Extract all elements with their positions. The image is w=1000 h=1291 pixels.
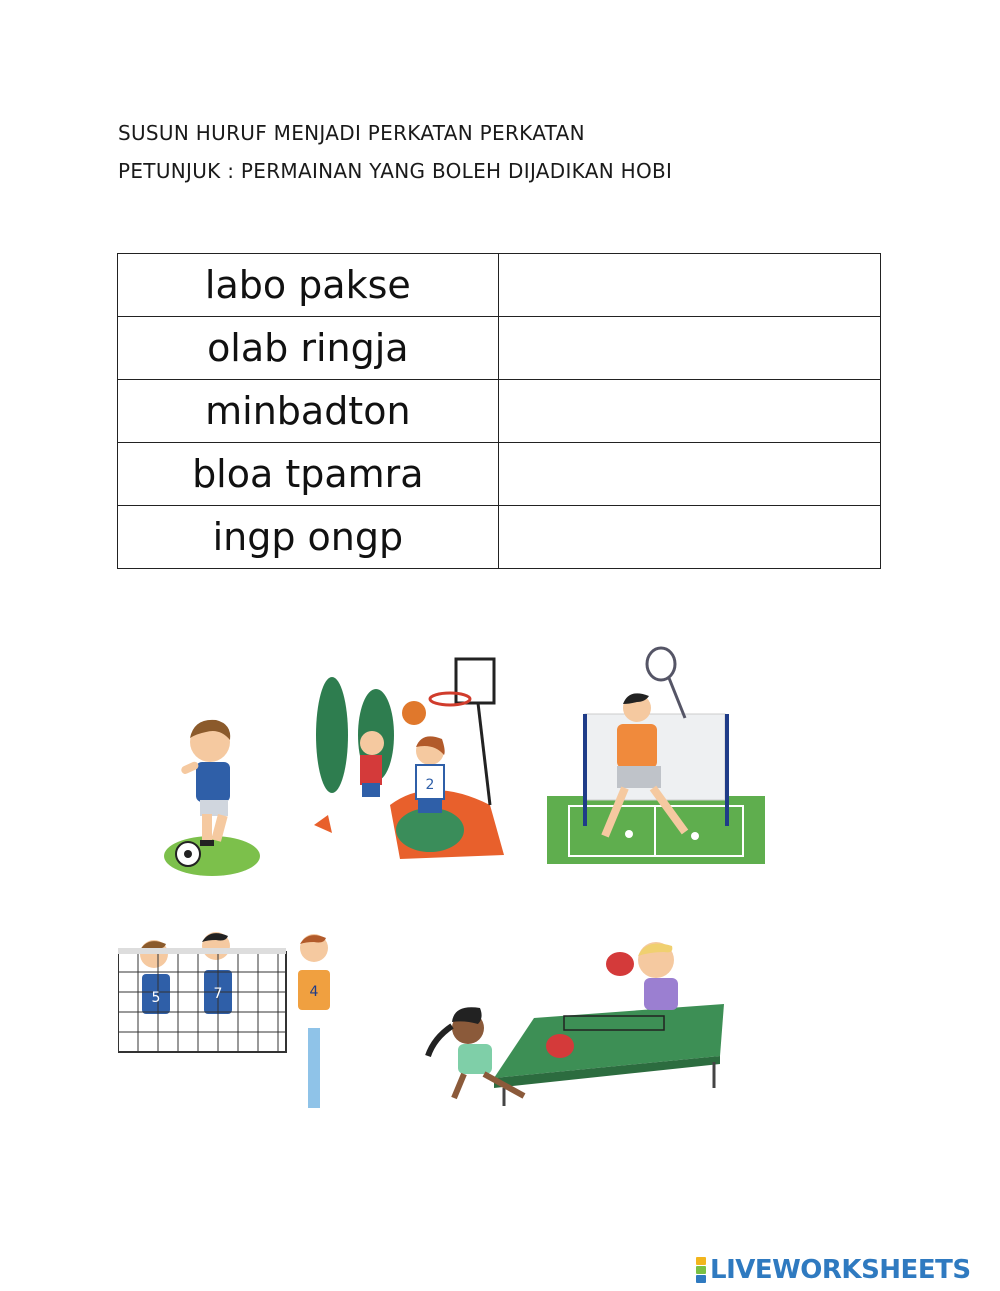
answer-cell[interactable] — [498, 254, 880, 317]
brand-name: LIVEWORKSHEETS — [710, 1255, 971, 1285]
ping-pong-players-icon — [424, 938, 730, 1108]
puzzle-row — [118, 317, 881, 380]
jersey-number: 5 — [151, 990, 161, 1006]
puzzle-row — [118, 380, 881, 443]
answer-input[interactable] — [499, 380, 884, 442]
scrambled-word: olab ringja — [118, 317, 499, 380]
answer-cell[interactable] — [498, 317, 880, 380]
scrambled-word: ingp ongp — [118, 506, 499, 569]
answer-input[interactable] — [499, 443, 884, 505]
liveworksheets-logo-icon — [696, 1257, 706, 1284]
basketball-players-icon — [310, 655, 506, 865]
jersey-number: 7 — [213, 986, 223, 1002]
puzzle-row — [118, 443, 881, 506]
answer-cell[interactable] — [498, 380, 880, 443]
liveworksheets-brand — [696, 1255, 971, 1285]
answer-input[interactable] — [499, 506, 884, 568]
puzzle-table — [117, 253, 881, 569]
football-player-icon — [160, 714, 260, 880]
scrambled-word: minbadton — [118, 380, 499, 443]
badminton-player-icon — [545, 646, 767, 866]
puzzle-row — [118, 506, 881, 569]
volleyball-players-icon — [118, 918, 358, 1108]
scrambled-word: bloa tpamra — [118, 443, 499, 506]
answer-input[interactable] — [499, 254, 884, 316]
puzzle-row — [118, 254, 881, 317]
scrambled-word: labo pakse — [118, 254, 499, 317]
answer-input[interactable] — [499, 317, 884, 379]
jersey-number: 4 — [309, 984, 319, 1000]
instruction-hint: PETUNJUK : PERMAINAN YANG BOLEH DIJADIKAN HOBI — [118, 159, 673, 183]
jersey-number: 2 — [425, 777, 435, 793]
answer-cell[interactable] — [498, 443, 880, 506]
instruction-title: SUSUN HURUF MENJADI PERKATAN PERKATAN — [118, 121, 585, 145]
answer-cell[interactable] — [498, 506, 880, 569]
